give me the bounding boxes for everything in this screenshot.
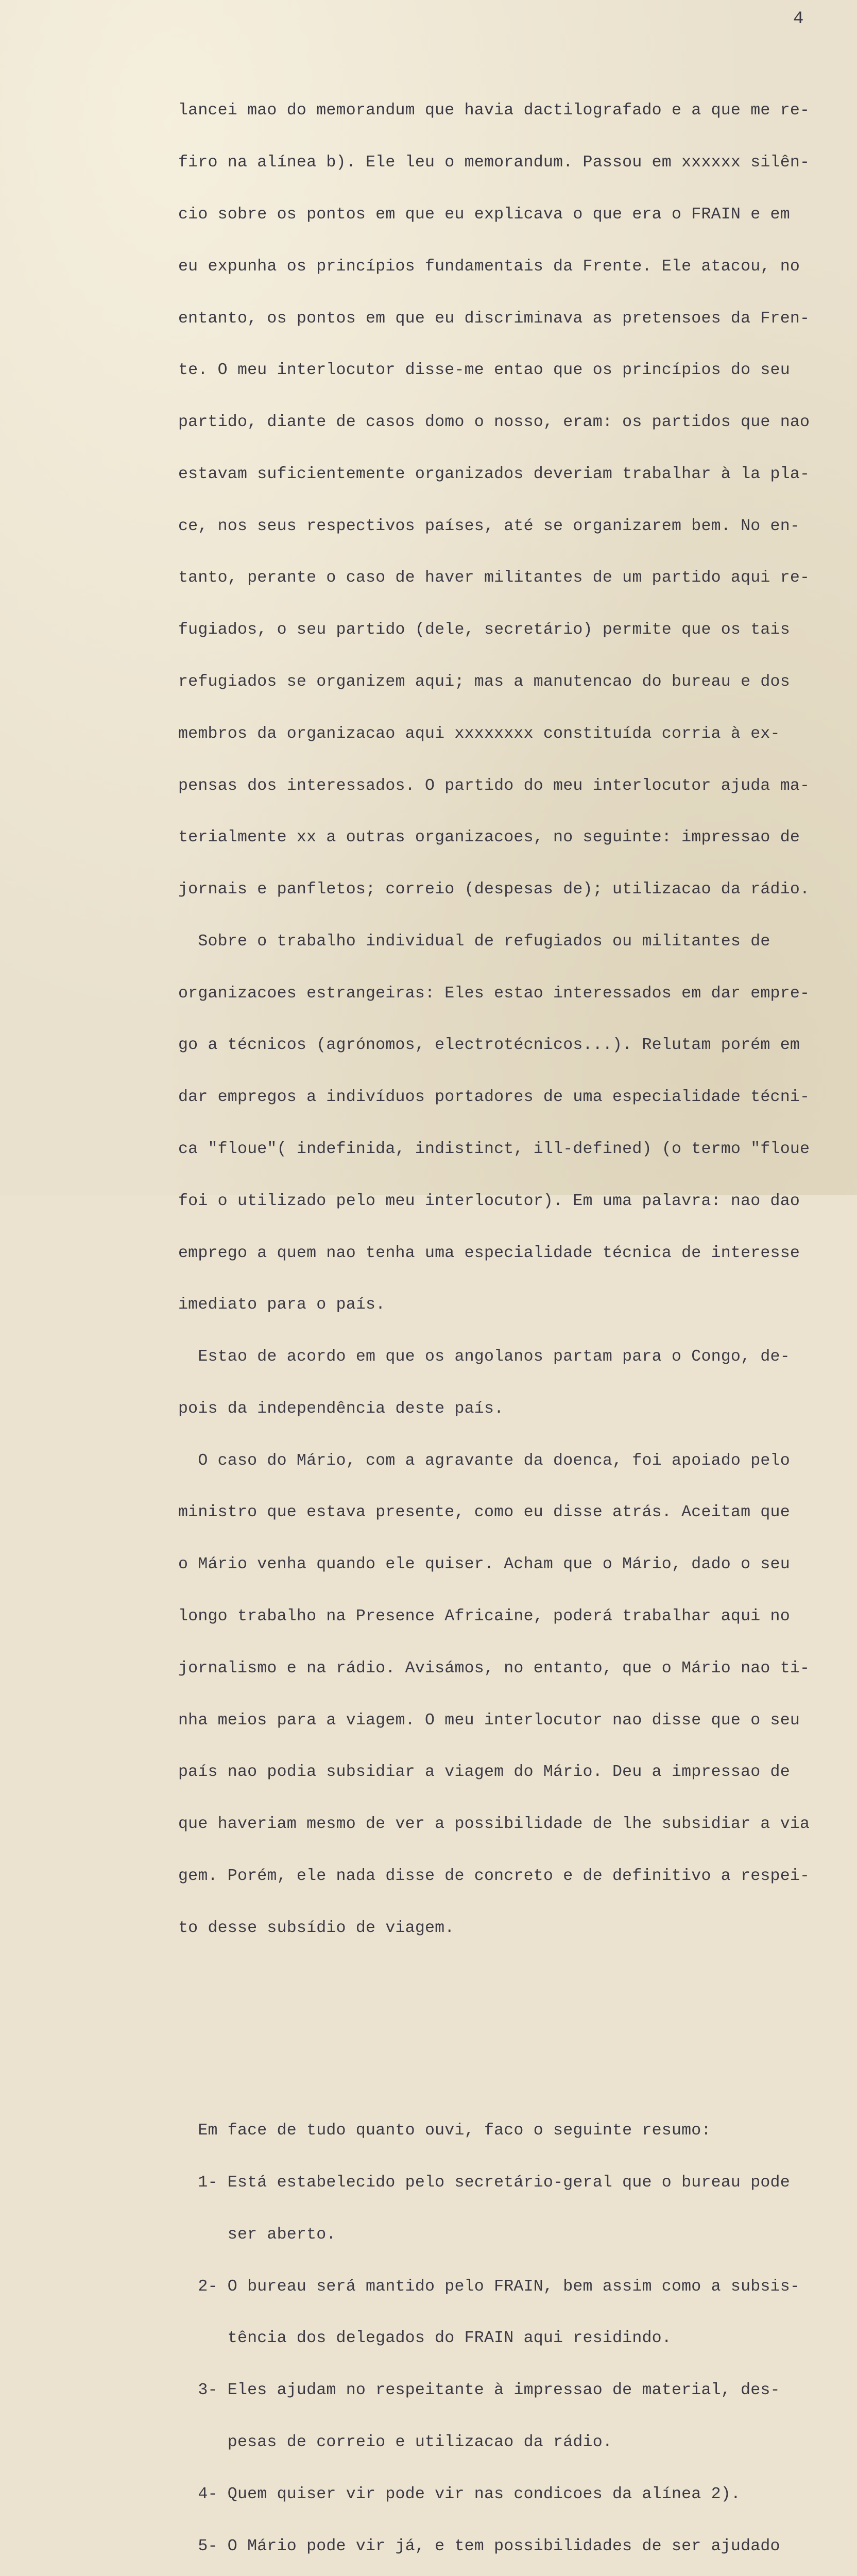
summary-item-line: 1- Está estabelecido pelo secretário-geral que o bureau pode <box>178 2174 790 2192</box>
text-line: longo trabalho na Presence Africaine, poderá trabalhar aqui no <box>178 1607 790 1626</box>
text-line: o Mário venha quando ele quiser. Acham que o Mário, dado o seu <box>178 1555 790 1574</box>
text-line: Estao de acordo em que os angolanos partam para o Congo, de- <box>178 1348 790 1366</box>
text-line: go a técnicos (agrónomos, electrotécnicos...). Relutam porém em <box>178 1036 800 1055</box>
text-line: dar empregos a indivíduos portadores de uma especialidade técni- <box>178 1088 810 1107</box>
text-line: pensas dos interessados. O partido do meu interlocutor ajuda ma- <box>178 776 810 795</box>
text-line: gem. Porém, ele nada disse de concreto e de definitivo a respei- <box>178 1867 810 1885</box>
text-line: país nao podia subsidiar a viagem do Mário. Deu a impressao de <box>178 1763 790 1782</box>
text-line: refugiados se organizem aqui; mas a manutencao do bureau e dos <box>178 672 790 691</box>
paragraph-1 <box>178 67 848 1971</box>
summary-item-line: 3- Eles ajudam no respeitante à impressao de material, des- <box>178 2381 780 2400</box>
text-line: entanto, os pontos em que eu discriminava as pretensoes da Fren- <box>178 309 810 328</box>
summary-item-line: ser aberto. <box>178 2225 336 2244</box>
text-line: estavam suficientemente organizados deveriam trabalhar à la pla- <box>178 465 810 483</box>
text-line: foi o utilizado pelo meu interlocutor). Em uma palavra: nao dao <box>178 1192 800 1210</box>
typed-letter-body <box>178 33 848 2576</box>
summary-item-line: 5- O Mário pode vir já, e tem possibilidades de ser ajudado <box>178 2537 780 2555</box>
text-line: cio sobre os pontos em que eu explicava o que era o FRAIN e em <box>178 205 790 224</box>
text-line: nha meios para a viagem. O meu interlocutor nao disse que o seu <box>178 1711 800 1730</box>
text-line: que haveriam mesmo de ver a possibilidade de lhe subsidiar a via <box>178 1815 810 1834</box>
text-line: firo na alínea b). Ele leu o memorandum. Passou em xxxxxx silên- <box>178 154 810 172</box>
text-line: pois da independência deste país. <box>178 1399 504 1418</box>
text-line: to desse subsídio de viagem. <box>178 1919 455 1937</box>
summary-item-line: pesas de correio e utilizacao da rádio. <box>178 2433 613 2451</box>
text-line: fugiados, o seu partido (dele, secretário) permite que os tais <box>178 621 790 639</box>
text-line: te. O meu interlocutor disse-me entao que os princípios do seu <box>178 361 790 380</box>
text-line: partido, diante de casos domo o nosso, eram: os partidos que nao <box>178 413 810 432</box>
summary-intro: Em face de tudo quanto ouvi, faco o seguinte resumo: <box>178 2122 711 2140</box>
text-line: membros da organizacao aqui xxxxxxxx constituída corria à ex- <box>178 724 780 743</box>
summary-item-line: 4- Quem quiser vir pode vir nas condicoes da alínea 2). <box>178 2485 741 2503</box>
summary-item-line: tência dos delegados do FRAIN aqui residindo. <box>178 2329 672 2348</box>
text-line: imediato para o país. <box>178 1296 386 1314</box>
text-line: organizacoes estrangeiras: Eles estao interessados em dar empre- <box>178 984 810 1003</box>
text-line: jornais e panfletos; correio (despesas de); utilizacao da rádio. <box>178 880 810 899</box>
text-line: jornalismo e na rádio. Avisámos, no entanto, que o Mário nao ti- <box>178 1659 810 1677</box>
text-line: tanto, perante o caso de haver militantes de um partido aqui re- <box>178 569 810 587</box>
text-line: ministro que estava presente, como eu disse atrás. Aceitam que <box>178 1503 790 1522</box>
text-line: O caso do Mário, com a agravante da doenca, foi apoiado pelo <box>178 1451 790 1470</box>
text-line: lancei mao do memorandum que havia dactilografado e a que me re- <box>178 101 810 120</box>
text-line: eu expunha os princípios fundamentais da Frente. Ele atacou, no <box>178 257 800 276</box>
paragraph-gap <box>178 2023 848 2036</box>
page-number: 4 <box>793 9 804 29</box>
text-line: ce, nos seus respectivos países, até se organizarem bem. No en- <box>178 517 800 535</box>
text-line: Sobre o trabalho individual de refugiados ou militantes de <box>178 932 770 951</box>
summary-section <box>178 2088 848 2576</box>
text-line: ca "floue"( indefinida, indistinct, ill-defined) (o termo "floue <box>178 1140 810 1158</box>
text-line: terialmente xx a outras organizacoes, no seguinte: impressao de <box>178 828 800 847</box>
text-line: emprego a quem nao tenha uma especialidade técnica de interesse <box>178 1244 800 1262</box>
summary-item-line: 2- O bureau será mantido pelo FRAIN, bem assim como a subsis- <box>178 2277 800 2296</box>
